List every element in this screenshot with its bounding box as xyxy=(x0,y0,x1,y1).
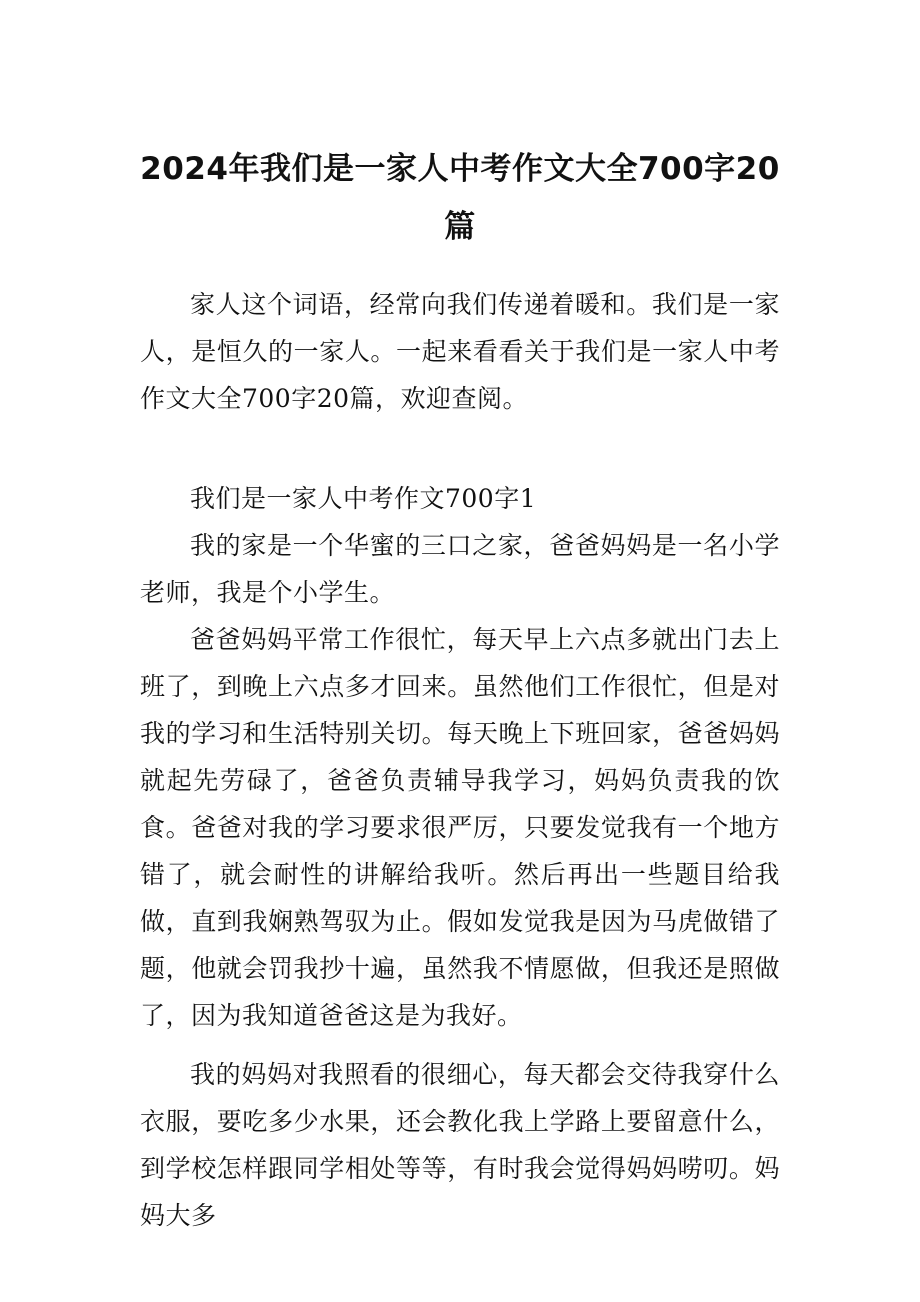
body-paragraph: 我的妈妈对我照看的很细心，每天都会交待我穿什么衣服，要吃多少水果，还会教化我上学路上要留意什么，到学校怎样跟同学相处等等，有时我会觉得妈妈唠叨。妈妈大多 xyxy=(140,1060,780,1230)
document-title: 2024年我们是一家人中考作文大全700字20篇 xyxy=(140,151,780,245)
section-heading: 我们是一家人中考作文700字1 xyxy=(190,484,537,513)
body-paragraph: 爸爸妈妈平常工作很忙，每天早上六点多就出门去上班了，到晚上六点多才回来。虽然他们工作很忙，但是对我的学习和生活特别关切。每天晚上下班回家，爸爸妈妈就起先劳碌了，爸爸负责辅导我学习，妈妈负责我的饮食。爸爸对我的学习要求很严厉，只要发觉我有一个地方错了，就会耐性的讲解给我听。然后再出一些题目给我做，直到我娴熟驾驭为止。假如发觉我是因为马虎做错了题，他就会罚我抄十遍，虽然我不情愿做，但我还是照做了，因为我知道爸爸这是为我好。 xyxy=(140,625,780,1030)
intro-paragraph: 家人这个词语，经常向我们传递着暖和。我们是一家人，是恒久的一家人。一起来看看关于我们是一家人中考作文大全700字20篇，欢迎查阅。 xyxy=(140,290,780,413)
body-paragraph: 我的家是一个华蜜的三口之家，爸爸妈妈是一名小学老师，我是个小学生。 xyxy=(140,531,780,607)
